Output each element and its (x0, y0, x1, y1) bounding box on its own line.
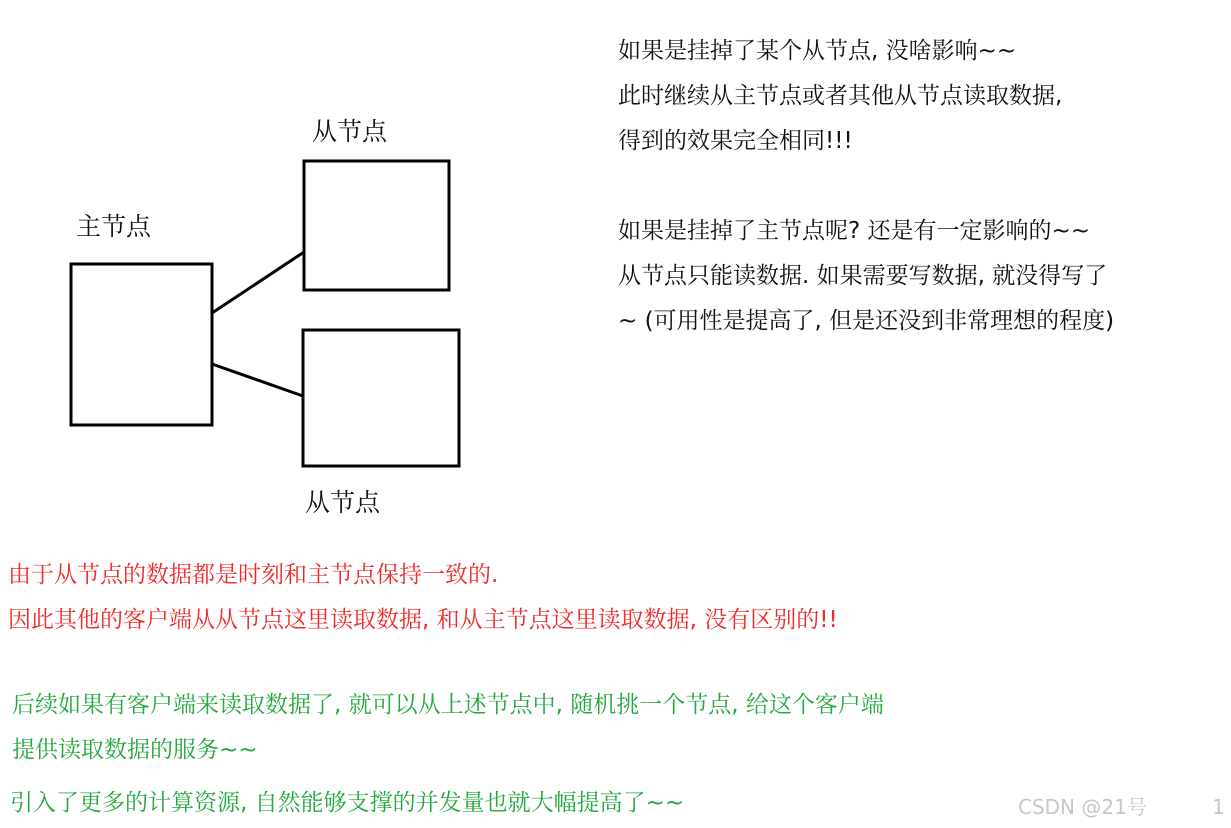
note-line: 提供读取数据的服务~~ (12, 737, 258, 763)
slave-node-bottom-box (303, 330, 459, 466)
notes-red (8, 553, 838, 643)
notes-green (12, 683, 884, 773)
note-line: 后续如果有客户端来读取数据了, 就可以从上述节点中, 随机挑一个节点, 给这个客户端 (12, 692, 884, 718)
note-line: 此时继续从主节点或者其他从节点读取数据, (618, 83, 1063, 109)
connector-master-to-top (212, 252, 304, 313)
slave-node-top-box (304, 161, 449, 290)
watermark-trailing: 1 (1212, 795, 1225, 819)
notes-green-summary: 引入了更多的计算资源, 自然能够支撑的并发量也就大幅提高了~~ (10, 790, 685, 816)
note-line: 因此其他的客户端从从节点这里读取数据, 和从主节点这里读取数据, 没有区别的!! (8, 607, 838, 633)
note-line: 如果是挂掉了主节点呢? 还是有一定影响的~~ (618, 218, 1091, 244)
note-line-blank (618, 164, 1114, 209)
master-node-label: 主节点 (76, 212, 152, 241)
note-line: 从节点只能读数据. 如果需要写数据, 就没得写了 (618, 263, 1108, 289)
master-node-box (71, 264, 212, 425)
connector-master-to-bottom (212, 364, 303, 396)
csdn-watermark: CSDN @21号 (1018, 795, 1147, 819)
slave-node-top-label: 从节点 (312, 117, 388, 146)
slave-node-bottom-label: 从节点 (305, 488, 381, 517)
note-line: 由于从节点的数据都是时刻和主节点保持一致的. (8, 562, 499, 588)
note-line: 如果是挂掉了某个从节点, 没啥影响~~ (618, 38, 1017, 64)
note-line: ~ (可用性是提高了, 但是还没到非常理想的程度) (618, 308, 1115, 334)
notes-right (618, 29, 1114, 344)
note-line: 得到的效果完全相同!!! (618, 128, 853, 154)
